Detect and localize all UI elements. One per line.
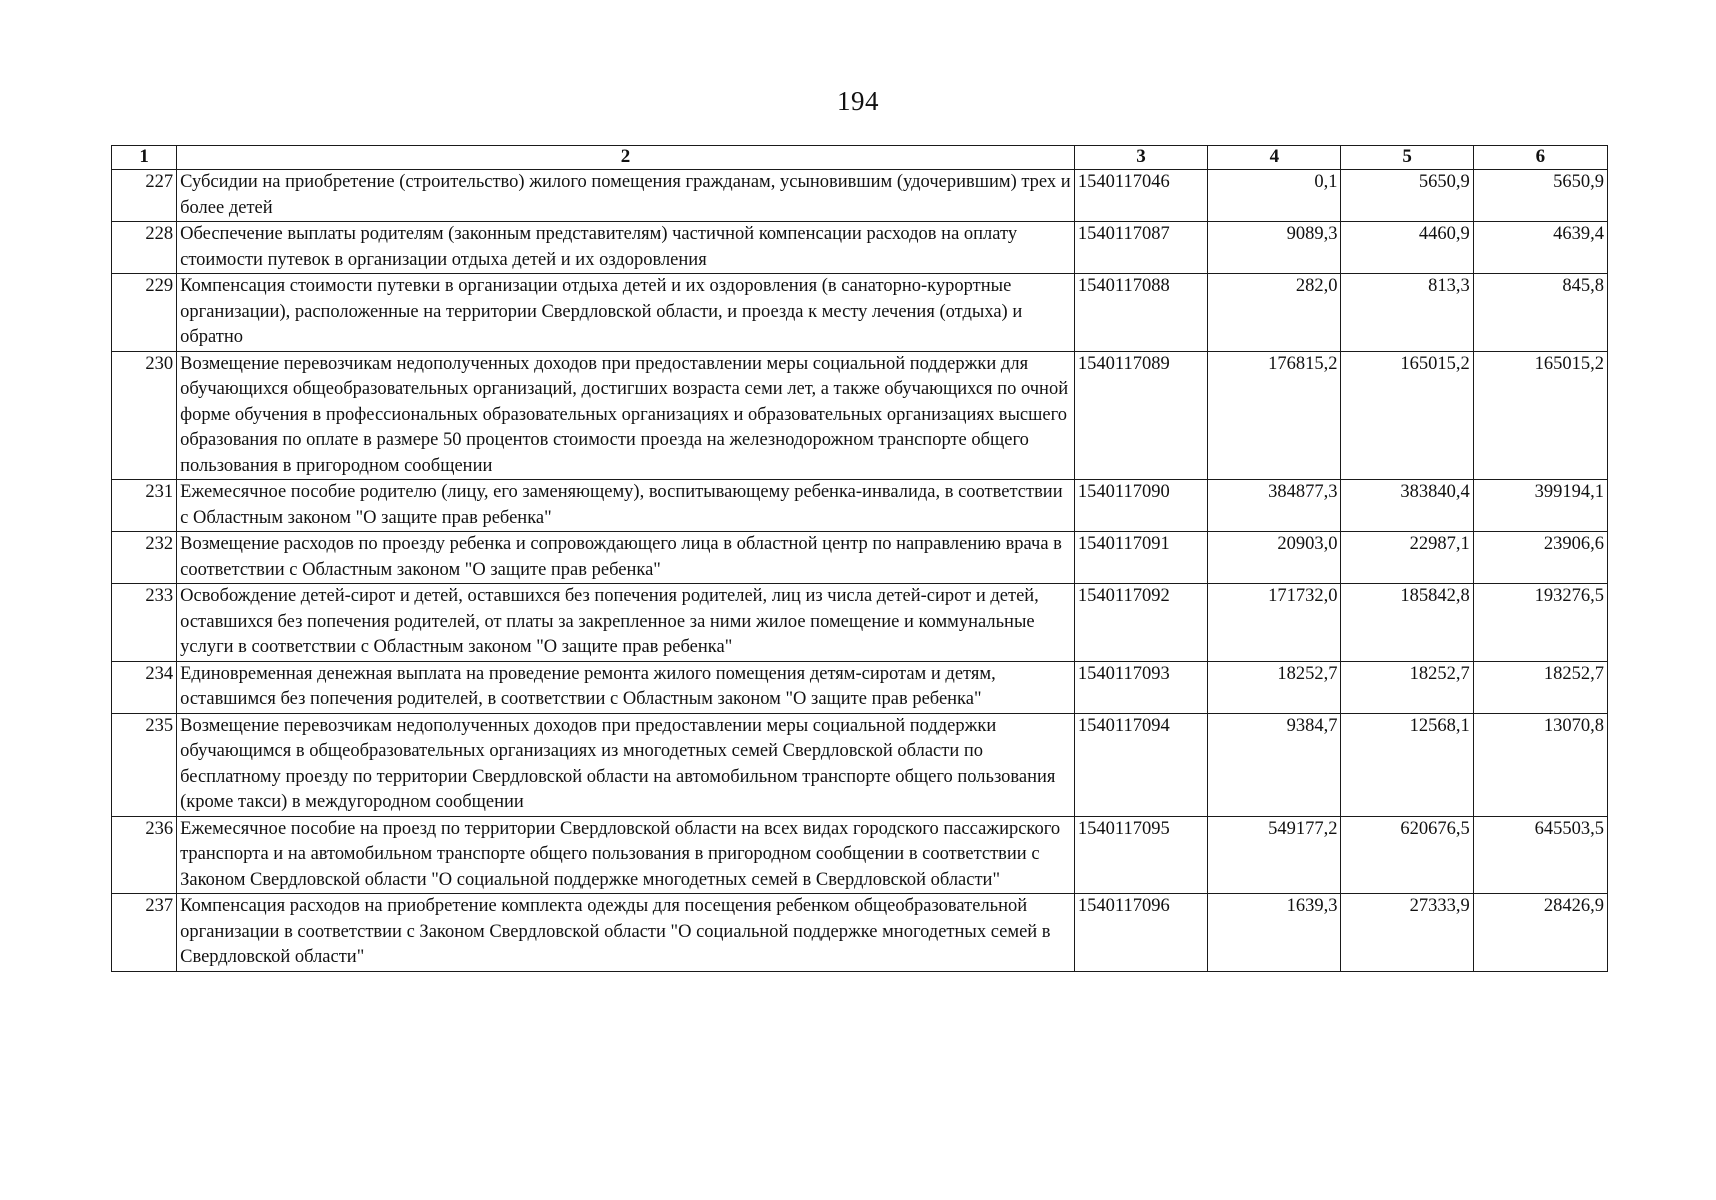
- row-number: 227: [112, 170, 177, 222]
- row-code: 1540117092: [1074, 584, 1207, 662]
- row-value-col4: 176815,2: [1208, 351, 1341, 480]
- row-value-col5: 185842,8: [1341, 584, 1473, 662]
- table-row: [112, 222, 1608, 274]
- row-code: 1540117096: [1074, 894, 1207, 972]
- row-value-col6: 28426,9: [1473, 894, 1607, 972]
- row-description: Компенсация стоимости путевки в организации отдыха детей и их оздоровления (в санаторно-курортные организации), расположенные на территории Свердловской области, и проезда к месту лечения (отдыха) и обратно: [177, 274, 1075, 352]
- table-body: [112, 170, 1608, 972]
- row-value-col6: 645503,5: [1473, 816, 1607, 894]
- row-value-col5: 4460,9: [1341, 222, 1473, 274]
- row-value-col4: 549177,2: [1208, 816, 1341, 894]
- row-code: 1540117091: [1074, 532, 1207, 584]
- table-row: [112, 894, 1608, 972]
- row-number: 237: [112, 894, 177, 972]
- row-value-col4: 0,1: [1208, 170, 1341, 222]
- row-number: 231: [112, 480, 177, 532]
- column-header-1: 1: [112, 146, 177, 170]
- column-header-2: 2: [177, 146, 1075, 170]
- row-value-col5: 12568,1: [1341, 713, 1473, 816]
- row-value-col4: 171732,0: [1208, 584, 1341, 662]
- table-row: [112, 713, 1608, 816]
- row-value-col6: 845,8: [1473, 274, 1607, 352]
- row-description: Ежемесячное пособие родителю (лицу, его заменяющему), воспитывающему ребенка-инвалида, в соответствии с Областным законом "О защите прав ребенка": [177, 480, 1075, 532]
- row-description: Возмещение перевозчикам недополученных доходов при предоставлении меры социальной поддержки для обучающихся общеобразовательных организаций, достигших возраста семи лет, а также обучающихся по очной форме обучения в профессиональных образовательных организациях и образовательных организациях высшего образования по оплате в размере 50 процентов стоимости проезда на железнодорожном транспорте общего пользования в пригородном сообщении: [177, 351, 1075, 480]
- row-value-col5: 813,3: [1341, 274, 1473, 352]
- table-row: [112, 532, 1608, 584]
- row-code: 1540117093: [1074, 661, 1207, 713]
- row-description: Субсидии на приобретение (строительство) жилого помещения гражданам, усыновившим (удочерившим) трех и более детей: [177, 170, 1075, 222]
- table-row: [112, 351, 1608, 480]
- budget-table: [111, 145, 1608, 972]
- row-code: 1540117090: [1074, 480, 1207, 532]
- row-code: 1540117089: [1074, 351, 1207, 480]
- row-value-col6: 4639,4: [1473, 222, 1607, 274]
- row-value-col5: 383840,4: [1341, 480, 1473, 532]
- row-description: Компенсация расходов на приобретение комплекта одежды для посещения ребенком общеобразовательной организации в соответствии с Законом Свердловской области "О социальной поддержке многодетных семей в Свердловской области": [177, 894, 1075, 972]
- row-value-col6: 18252,7: [1473, 661, 1607, 713]
- row-value-col5: 5650,9: [1341, 170, 1473, 222]
- row-description: Возмещение перевозчикам недополученных доходов при предоставлении меры социальной поддержки обучающимся в общеобразовательных организациях из многодетных семей Свердловской области по бесплатному проезду по территории Свердловской области на автомобильном транспорте общего пользования (кроме такси) в междугородном сообщении: [177, 713, 1075, 816]
- row-number: 236: [112, 816, 177, 894]
- row-description: Ежемесячное пособие на проезд по территории Свердловской области на всех видах городского пассажирского транспорта и на автомобильном транспорте общего пользования в пригородном сообщении в соответствии с Законом Свердловской области "О социальной поддержке многодетных семей в Свердловской области": [177, 816, 1075, 894]
- row-value-col5: 27333,9: [1341, 894, 1473, 972]
- row-code: 1540117095: [1074, 816, 1207, 894]
- row-value-col6: 5650,9: [1473, 170, 1607, 222]
- row-value-col6: 13070,8: [1473, 713, 1607, 816]
- row-value-col5: 620676,5: [1341, 816, 1473, 894]
- row-code: 1540117088: [1074, 274, 1207, 352]
- table-header-row: [112, 146, 1608, 170]
- row-value-col6: 23906,6: [1473, 532, 1607, 584]
- row-value-col4: 9089,3: [1208, 222, 1341, 274]
- table-row: [112, 480, 1608, 532]
- row-number: 229: [112, 274, 177, 352]
- table-row: [112, 170, 1608, 222]
- row-description: Возмещение расходов по проезду ребенка и сопровождающего лица в областной центр по направлению врача в соответствии с Областным законом "О защите прав ребенка": [177, 532, 1075, 584]
- row-description: Единовременная денежная выплата на проведение ремонта жилого помещения детям-сиротам и детям, оставшимся без попечения родителей, в соответствии с Областным законом "О защите прав ребенка": [177, 661, 1075, 713]
- row-value-col4: 282,0: [1208, 274, 1341, 352]
- row-value-col4: 18252,7: [1208, 661, 1341, 713]
- row-description: Обеспечение выплаты родителям (законным представителям) частичной компенсации расходов на оплату стоимости путевок в организации отдыха детей и их оздоровления: [177, 222, 1075, 274]
- column-header-3: 3: [1074, 146, 1207, 170]
- row-number: 235: [112, 713, 177, 816]
- page-number: 194: [837, 86, 879, 116]
- row-number: 232: [112, 532, 177, 584]
- row-value-col5: 165015,2: [1341, 351, 1473, 480]
- table-row: [112, 661, 1608, 713]
- row-value-col6: 399194,1: [1473, 480, 1607, 532]
- row-description: Освобождение детей-сирот и детей, оставшихся без попечения родителей, лиц из числа детей-сирот и детей, оставшихся без попечения родителей, от платы за закрепленное за ними жилое помещение и коммунальные услуги в соответствии с Областным законом "О защите прав ребенка": [177, 584, 1075, 662]
- row-value-col5: 18252,7: [1341, 661, 1473, 713]
- row-value-col4: 20903,0: [1208, 532, 1341, 584]
- row-code: 1540117094: [1074, 713, 1207, 816]
- row-number: 228: [112, 222, 177, 274]
- row-number: 230: [112, 351, 177, 480]
- row-value-col4: 1639,3: [1208, 894, 1341, 972]
- row-code: 1540117046: [1074, 170, 1207, 222]
- row-value-col4: 9384,7: [1208, 713, 1341, 816]
- column-header-6: 6: [1473, 146, 1607, 170]
- row-value-col6: 165015,2: [1473, 351, 1607, 480]
- row-number: 234: [112, 661, 177, 713]
- row-value-col6: 193276,5: [1473, 584, 1607, 662]
- column-header-4: 4: [1208, 146, 1341, 170]
- row-number: 233: [112, 584, 177, 662]
- row-code: 1540117087: [1074, 222, 1207, 274]
- row-value-col5: 22987,1: [1341, 532, 1473, 584]
- table-row: [112, 274, 1608, 352]
- column-header-5: 5: [1341, 146, 1473, 170]
- table-row: [112, 816, 1608, 894]
- row-value-col4: 384877,3: [1208, 480, 1341, 532]
- table-row: [112, 584, 1608, 662]
